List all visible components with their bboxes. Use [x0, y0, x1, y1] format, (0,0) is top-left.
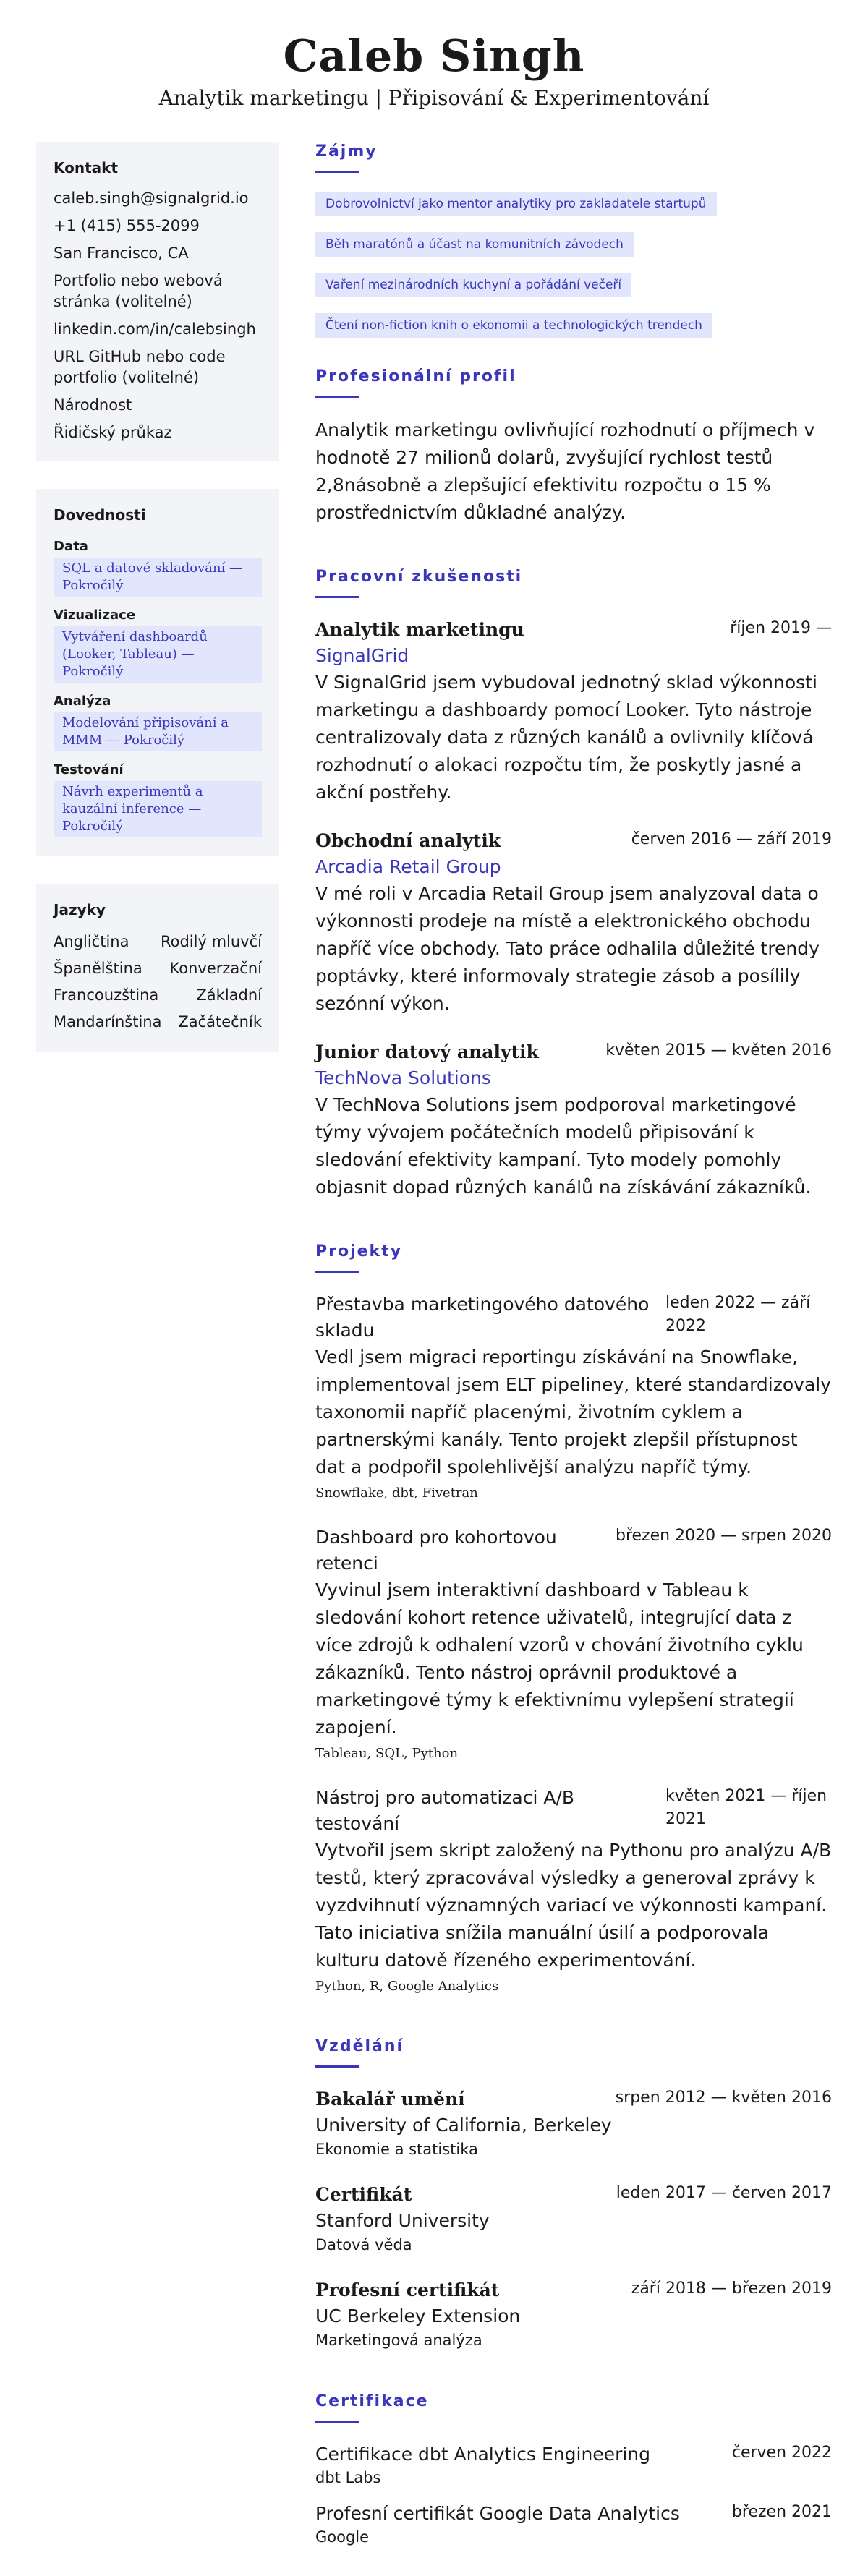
- project-entry: [315, 1524, 832, 1763]
- skill-group: [54, 538, 262, 597]
- certifications-title: Certifikace: [315, 2392, 429, 2410]
- contact-card: [36, 142, 279, 461]
- skill-item: Vytváření dashboardů (Looker, Tableau) — Pokročilý: [54, 626, 262, 683]
- resume-body: [0, 116, 868, 2576]
- project-tech: Python, R, Google Analytics: [315, 1979, 499, 1994]
- job-dates: říjen 2019 —: [730, 619, 832, 637]
- project-tech: Snowflake, dbt, Fivetran: [315, 1485, 478, 1501]
- interests-title: Zájmy: [315, 142, 378, 161]
- skills-card: [36, 489, 279, 856]
- skill-category: Analýza: [54, 694, 111, 709]
- job-description: V mé roli v Arcadia Retail Group jsem analyzoval data o výkonnosti prodeje na místě a elektronického obchodu napříč více obchody. Tato práce odhalila důležité trendy poptávky, které informovaly strategie zásob a posílily sezónní výkon.: [315, 883, 820, 1014]
- interest-tag: Čtení non-fiction knih o ekonomii a technologických trendech: [315, 313, 712, 338]
- job-title: Junior datový analytik: [315, 1041, 539, 1062]
- project-description: Vytvořil jsem skript založený na Pythonu pro analýzu A/B testů, který zpracovával výsledky a generoval zprávy k vyzdvihnutí významných variací ve výkonnosti kampaní. Tato iniciativa snížila manuální úsilí a podporovala kulturu datově řízeného experimentování.: [315, 1840, 832, 1971]
- education-entry: [315, 2277, 832, 2351]
- project-title: Dashboard pro kohortovou retenci: [315, 1527, 557, 1574]
- certification-title: Profesní certifikát Google Data Analytics: [315, 2503, 680, 2524]
- certification-date: červen 2022: [731, 2444, 832, 2462]
- project-title: Přestavba marketingového datového skladu: [315, 1294, 650, 1341]
- skill-category: Testování: [54, 762, 124, 777]
- language-row: [54, 1012, 262, 1033]
- sidebar: [36, 116, 279, 2576]
- language-row: [54, 958, 262, 979]
- contact-email[interactable]: caleb.singh@signalgrid.io: [54, 189, 249, 207]
- education-title: Vzdělání: [315, 2037, 404, 2055]
- interests-section: [315, 142, 832, 338]
- company-name: SignalGrid: [315, 645, 409, 666]
- language-name: Mandarínština: [54, 1013, 162, 1031]
- certification-issuer: Google: [315, 2528, 370, 2546]
- interest-tag: Dobrovolnictví jako mentor analytiky pro zakladatele startupů: [315, 192, 717, 216]
- school-name: University of California, Berkeley: [315, 2115, 612, 2136]
- certifications-section: [315, 2392, 832, 2547]
- project-dates: březen 2020 — srpen 2020: [616, 1527, 832, 1545]
- experience-title: Pracovní zkušenosti: [315, 568, 523, 586]
- language-row: [54, 931, 262, 952]
- job-description: V TechNova Solutions jsem podporoval marketingové týmy vývojem počátečních modelů připisování k sledování efektivity kampaní. Tyto modely pomohly objasnit dopad různých kanálů na získávání zákazníků.: [315, 1094, 812, 1198]
- skill-item: SQL a datové skladování — Pokročilý: [54, 558, 262, 597]
- company-name: Arcadia Retail Group: [315, 856, 501, 877]
- skill-group: [54, 762, 262, 837]
- job-title: Obchodní analytik: [315, 830, 501, 851]
- experience-section: [315, 567, 832, 1201]
- skill-group: [54, 693, 262, 751]
- languages-title: Jazyky: [54, 901, 106, 918]
- experience-entry: [315, 828, 832, 1018]
- education-entry: [315, 2182, 832, 2256]
- certification-issuer: dbt Labs: [315, 2469, 381, 2486]
- certification-entry: [315, 2441, 832, 2488]
- education-dates: leden 2017 — červen 2017: [616, 2184, 832, 2202]
- project-tech: Tableau, SQL, Python: [315, 1746, 459, 1761]
- education-section: [315, 2037, 832, 2351]
- school-name: Stanford University: [315, 2210, 490, 2231]
- contact-title: Kontakt: [54, 159, 119, 176]
- candidate-headline: Analytik marketingu | Připisování & Experimentování: [158, 86, 710, 110]
- project-entry: [315, 1292, 832, 1503]
- field-of-study: Marketingová analýza: [315, 2332, 482, 2349]
- skill-group: [54, 607, 262, 683]
- skills-title: Dovednosti: [54, 506, 146, 524]
- contact-phone[interactable]: +1 (415) 555-2099: [54, 217, 200, 234]
- project-entry: [315, 1785, 832, 1996]
- projects-section: [315, 1242, 832, 1996]
- interest-tag: Vaření mezinárodních kuchyní a pořádání večeří: [315, 273, 631, 297]
- contact-location: San Francisco, CA: [54, 244, 189, 262]
- contact-portfolio[interactable]: Portfolio nebo webová stránka (volitelné): [54, 272, 223, 310]
- contact-nationality: Národnost: [54, 396, 132, 414]
- language-level: Konverzační: [169, 960, 262, 977]
- interest-tag: Běh maratónů a účast na komunitních závodech: [315, 232, 634, 257]
- language-level: Rodilý mluvčí: [160, 933, 262, 950]
- project-description: Vyvinul jsem interaktivní dashboard v Tableau k sledování kohort retence uživatelů, integrující data z více zdrojů k odhalení vzorů v chování životního cyklu zákazníků. Tento nástroj oprávnil produktové a marketingové týmy k efektivnímu vylepšení strategií zapojení.: [315, 1579, 804, 1738]
- language-row: [54, 985, 262, 1006]
- language-level: Začátečník: [178, 1013, 262, 1031]
- section-divider: [315, 171, 359, 173]
- job-description: V SignalGrid jsem vybudoval jednotný sklad výkonnosti marketingu a dashboardy pomocí Looker. Tyto nástroje centralizovaly data z různých kanálů a ovlivnily klíčová rozhodnutí o alokaci rozpočtu tím, že poskytly jasné a akční postřehy.: [315, 672, 817, 803]
- project-description: Vedl jsem migraci reportingu získávání na Snowflake, implementoval jsem ELT pipeliney, které standardizovaly taxonomii napříč placenými, životním cyklem a partnerskými kanály. Tento projekt zlepšil přístupnost dat a podpořil spolehlivější analýzu napříč týmy.: [315, 1347, 832, 1477]
- degree-title: Profesní certifikát: [315, 2279, 500, 2300]
- language-name: Španělština: [54, 960, 142, 977]
- job-dates: květen 2015 — květen 2016: [605, 1041, 832, 1059]
- section-divider: [315, 2421, 359, 2423]
- language-level: Základní: [196, 986, 262, 1004]
- resume-header: [0, 0, 868, 116]
- project-title: Nástroj pro automatizaci A/B testování: [315, 1787, 575, 1834]
- project-dates: květen 2021 — říjen 2021: [665, 1787, 827, 1828]
- skill-category: Vizualizace: [54, 607, 136, 623]
- profile-title: Profesionální profil: [315, 367, 516, 385]
- certification-entry: [315, 2501, 832, 2547]
- degree-title: Certifikát: [315, 2184, 412, 2205]
- degree-title: Bakalář umění: [315, 2089, 465, 2110]
- certification-title: Certifikace dbt Analytics Engineering: [315, 2444, 651, 2465]
- education-dates: září 2018 — březen 2019: [631, 2279, 832, 2298]
- job-title: Analytik marketingu: [315, 619, 524, 640]
- project-dates: leden 2022 — září 2022: [665, 1294, 811, 1335]
- section-divider: [315, 1271, 359, 1273]
- job-dates: červen 2016 — září 2019: [631, 830, 832, 848]
- education-dates: srpen 2012 — květen 2016: [615, 2089, 832, 2107]
- experience-entry: [315, 617, 832, 806]
- projects-title: Projekty: [315, 1242, 403, 1261]
- contact-license: Řidičský průkaz: [54, 424, 172, 441]
- experience-entry: [315, 1039, 832, 1201]
- section-divider: [315, 396, 359, 398]
- section-divider: [315, 596, 359, 598]
- main-column: [315, 116, 832, 2576]
- contact-github[interactable]: URL GitHub nebo code portfolio (volitelné): [54, 348, 226, 386]
- candidate-name: Caleb Singh: [283, 31, 585, 82]
- languages-card: [36, 884, 279, 1052]
- field-of-study: Ekonomie a statistika: [315, 2141, 478, 2158]
- skill-item: Návrh experimentů a kauzální inference — Pokročilý: [54, 781, 262, 837]
- certification-date: březen 2021: [731, 2503, 832, 2521]
- language-name: Francouzština: [54, 986, 159, 1004]
- skill-item: Modelování připisování a MMM — Pokročilý: [54, 712, 262, 751]
- contact-linkedin[interactable]: linkedin.com/in/calebsingh: [54, 320, 256, 338]
- company-name: TechNova Solutions: [315, 1067, 491, 1088]
- education-entry: [315, 2086, 832, 2160]
- language-name: Angličtina: [54, 933, 129, 950]
- field-of-study: Datová věda: [315, 2236, 412, 2253]
- section-divider: [315, 2065, 359, 2068]
- school-name: UC Berkeley Extension: [315, 2306, 521, 2326]
- skill-category: Data: [54, 539, 88, 554]
- profile-summary: Analytik marketingu ovlivňující rozhodnutí o příjmech v hodnotě 27 milionů dolarů, zvyšující rychlost testů 2,8násobně a zlepšující efektivitu rozpočtu o 15 % prostřednictvím důkladné analýzy.: [315, 419, 815, 523]
- profile-section: [315, 367, 832, 526]
